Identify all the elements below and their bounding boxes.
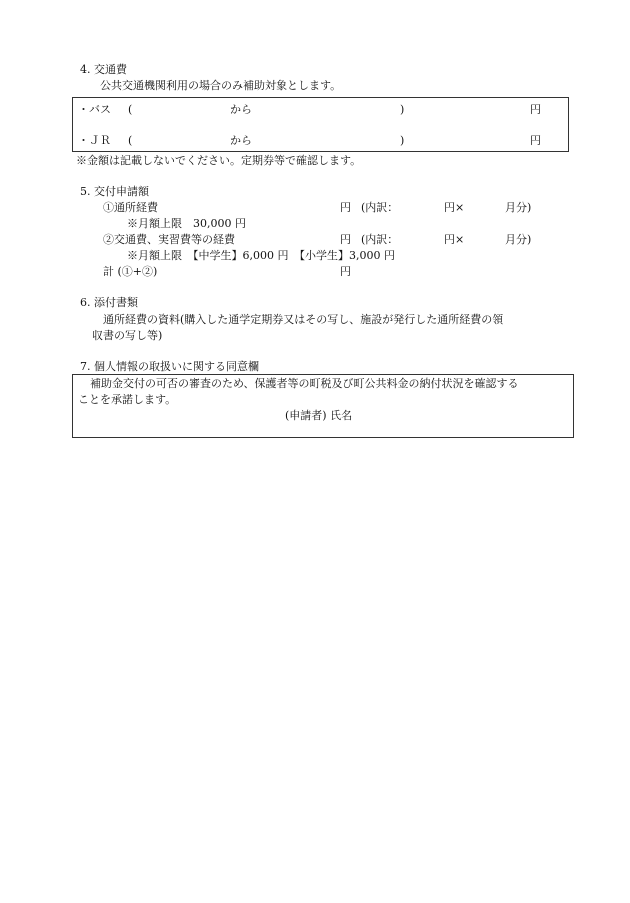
jr-open-paren: (	[128, 134, 133, 147]
item2-breakdown: (内訳：	[361, 233, 399, 246]
item2-per[interactable]: 円×	[444, 233, 465, 246]
consent-line2: ことを承諾します。	[78, 393, 177, 406]
attachments-line2: 収書の写し等)	[92, 329, 163, 342]
total-yen[interactable]: 円	[340, 265, 351, 278]
bus-close-paren: )	[400, 103, 405, 116]
jr-close-paren: )	[400, 134, 405, 147]
consent-line1: 補助金交付の可否の審査のため、保護者等の町税及び町公共料金の納付状況を確認する	[90, 377, 519, 390]
item1-yen[interactable]: 円	[340, 201, 351, 214]
item1-breakdown: (内訳：	[361, 201, 399, 214]
item1-label: ①通所経費	[103, 201, 158, 214]
section-5-heading: 5. 交付申請額	[80, 185, 149, 198]
item2-months[interactable]: 月分)	[505, 233, 532, 246]
jr-yen[interactable]: 円	[530, 134, 541, 147]
bus-label: ・バス	[78, 103, 111, 116]
bus-yen[interactable]: 円	[530, 103, 541, 116]
transport-box	[72, 97, 569, 152]
item2-yen[interactable]: 円	[340, 233, 351, 246]
item1-months[interactable]: 月分)	[505, 201, 532, 214]
section-6-heading: 6. 添付書類	[80, 296, 138, 309]
item1-per[interactable]: 円×	[444, 201, 465, 214]
item2-label: ②交通費、実習費等の経費	[103, 233, 235, 246]
total-label: 計 (①+②)	[103, 265, 158, 278]
transport-note: 公共交通機関利用の場合のみ補助対象とします。	[100, 79, 342, 92]
transport-footnote: ※金額は記載しないでください。定期券等で確認します。	[76, 154, 362, 167]
section-7-heading: 7. 個人情報の取扱いに関する同意欄	[80, 360, 259, 373]
applicant-name-label[interactable]: (申請者) 氏名	[285, 409, 353, 422]
item2-limit: ※月額上限 【中学生】6,000 円 【小学生】3,000 円	[127, 249, 395, 262]
attachments-line1: 通所経費の資料(購入した通学定期券又はその写し、施設が発行した通所経費の領	[103, 313, 504, 326]
bus-open-paren: (	[128, 103, 133, 116]
item1-limit: ※月額上限 30,000 円	[127, 217, 246, 230]
bus-from[interactable]: から	[230, 103, 252, 116]
jr-from[interactable]: から	[230, 134, 252, 147]
section-4-heading: 4. 交通費	[80, 63, 127, 76]
jr-label: ・ＪＲ	[78, 134, 111, 147]
